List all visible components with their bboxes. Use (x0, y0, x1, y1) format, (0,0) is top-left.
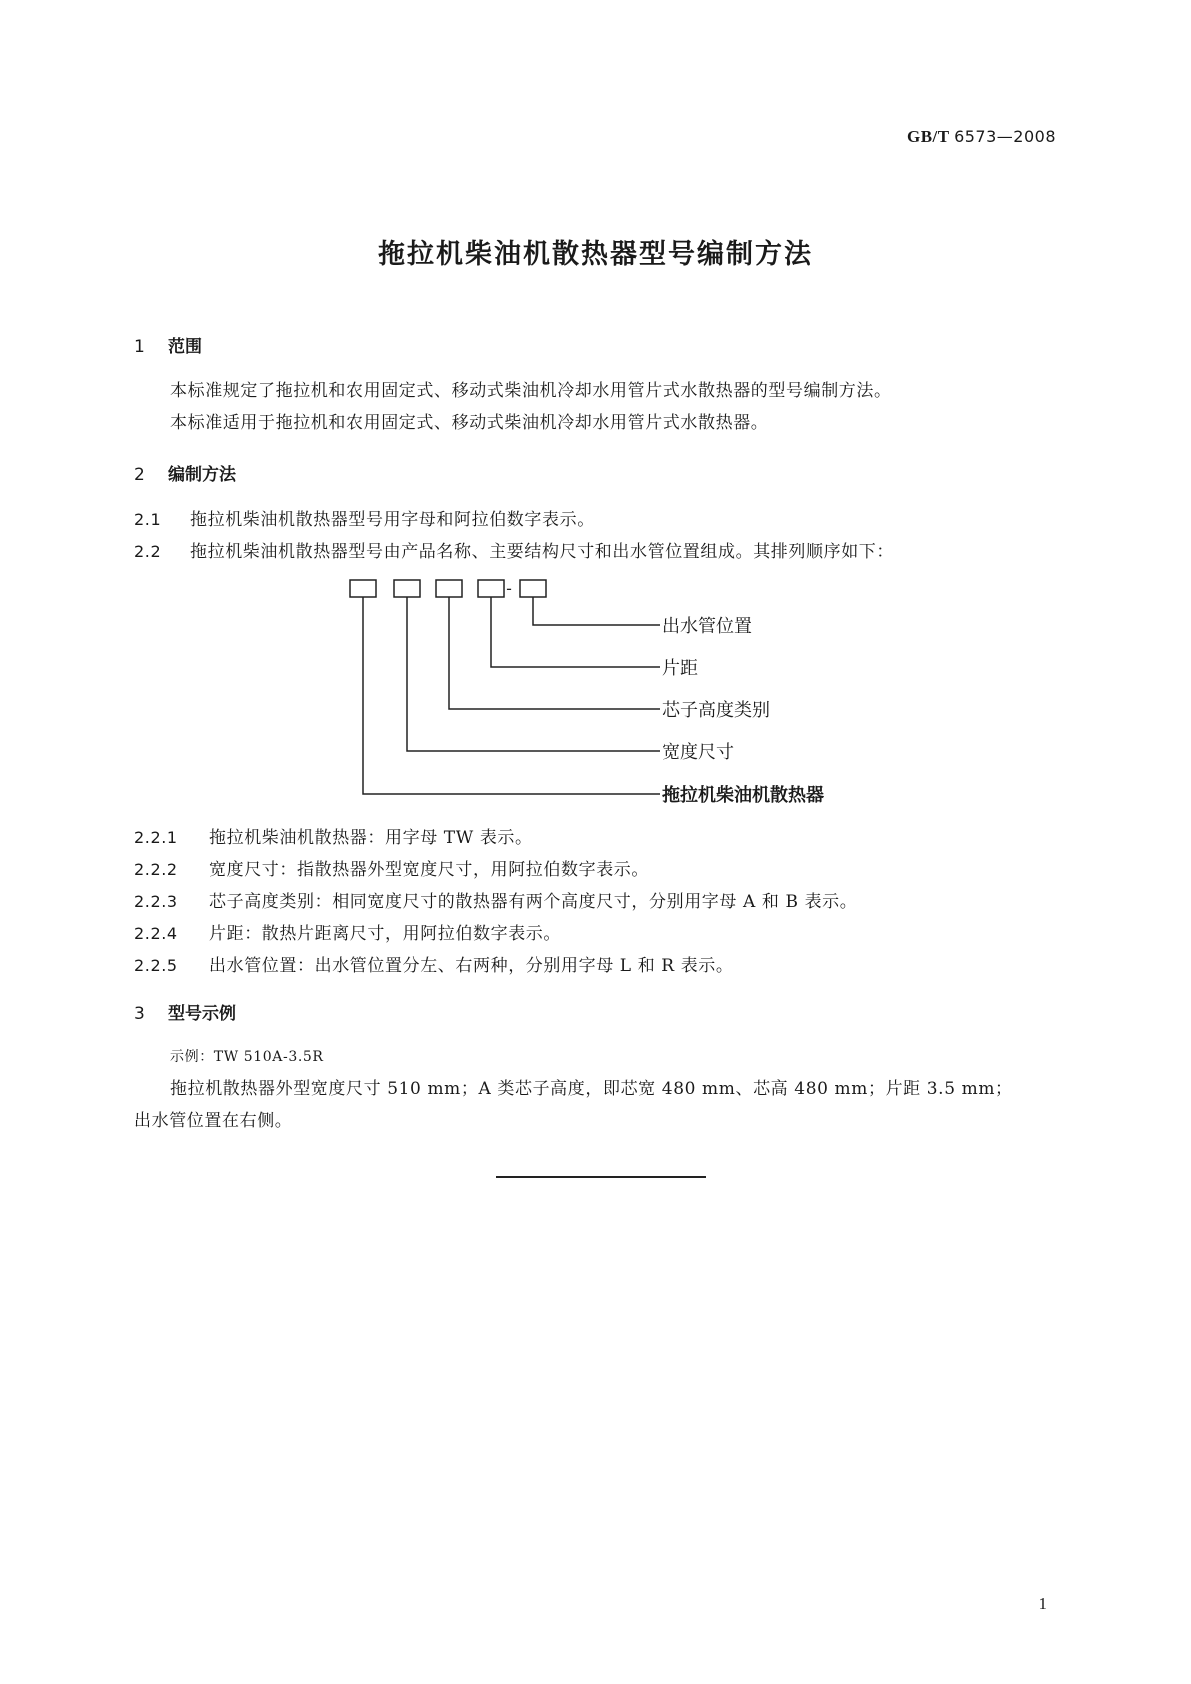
code-box-4 (478, 580, 504, 597)
clause-2-2-number: 2.2 (134, 542, 162, 561)
section-1-paragraph-1: 本标准规定了拖拉机和农用固定式、移动式柴油机冷却水用管片式水散热器的型号编制方法。 (170, 381, 892, 401)
clause-2-2-5 (134, 951, 734, 976)
section-1-title: 范围 (168, 337, 202, 357)
clause-2-2-text: 拖拉机柴油机散热器型号由产品名称、主要结构尺寸和出水管位置组成。其排列顺序如下： (190, 542, 894, 562)
example-label: 示例：TW 510A-3.5R (170, 1049, 324, 1065)
clause-2-2-5-text: 出水管位置：出水管位置分左、右两种，分别用字母 L 和 R 表示。 (209, 956, 734, 976)
clause-2-2-5-number: 2.2.5 (134, 956, 178, 975)
example-text-line-1: 拖拉机散热器外型宽度尺寸 510 mm；A 类芯子高度，即芯宽 480 mm、芯高 480 mm；片距 3.5 mm； (170, 1079, 1013, 1099)
clause-2-2-3-number: 2.2.3 (134, 892, 178, 911)
clause-2-2-2 (134, 855, 649, 880)
model-structure-diagram (0, 0, 1191, 820)
clause-2-2-2-number: 2.2.2 (134, 860, 178, 879)
clause-2-2-1-number: 2.2.1 (134, 828, 178, 847)
clause-2-1-number: 2.1 (134, 510, 162, 529)
leader-line-1 (533, 597, 660, 625)
end-rule (496, 1176, 706, 1178)
code-separator: - (506, 579, 512, 598)
clause-2-2-3 (134, 887, 857, 912)
example-text-line-2: 出水管位置在右侧。 (134, 1111, 293, 1131)
diagram-label-fin-pitch: 片距 (662, 658, 698, 679)
clause-2-2-1-text: 拖拉机柴油机散热器：用字母 TW 表示。 (209, 828, 533, 848)
clause-2-2-3-text: 芯子高度类别：相同宽度尺寸的散热器有两个高度尺寸，分别用字母 A 和 B 表示。 (209, 892, 858, 912)
leader-line-2 (491, 597, 660, 667)
diagram-label-product-name: 拖拉机柴油机散热器 (662, 785, 824, 806)
diagram-label-outlet-position: 出水管位置 (662, 616, 752, 637)
standard-code-prefix: GB/T (906, 127, 950, 146)
section-3-heading (134, 999, 236, 1024)
leader-line-3 (449, 597, 660, 709)
clause-2-2-2-text: 宽度尺寸：指散热器外型宽度尺寸，用阿拉伯数字表示。 (209, 860, 649, 880)
section-2-title: 编制方法 (168, 465, 236, 485)
clause-2-2-4-text: 片距：散热片距离尺寸，用阿拉伯数字表示。 (209, 924, 561, 944)
section-3-title: 型号示例 (168, 1004, 236, 1024)
section-1-paragraph-2: 本标准适用于拖拉机和农用固定式、移动式柴油机冷却水用管片式水散热器。 (170, 413, 769, 433)
document-title: 拖拉机柴油机散热器型号编制方法 (378, 239, 813, 270)
standard-code-number: 6573—2008 (954, 127, 1056, 146)
section-3-number: 3 (134, 1004, 145, 1024)
clause-2-1-text: 拖拉机柴油机散热器型号用字母和阿拉伯数字表示。 (190, 510, 595, 530)
diagram-label-width-size: 宽度尺寸 (662, 742, 734, 763)
page-number: 1 (1038, 1594, 1047, 1613)
diagram-label-core-height-class: 芯子高度类别 (662, 700, 770, 721)
code-box-5 (520, 580, 546, 597)
section-2-number: 2 (134, 465, 145, 485)
code-box-2 (394, 580, 420, 597)
section-1-number: 1 (134, 337, 145, 357)
clause-2-2-1 (134, 823, 533, 848)
code-box-3 (436, 580, 462, 597)
clause-2-2-4-number: 2.2.4 (134, 924, 178, 943)
code-box-1 (350, 580, 376, 597)
clause-2-2-4 (134, 919, 561, 944)
